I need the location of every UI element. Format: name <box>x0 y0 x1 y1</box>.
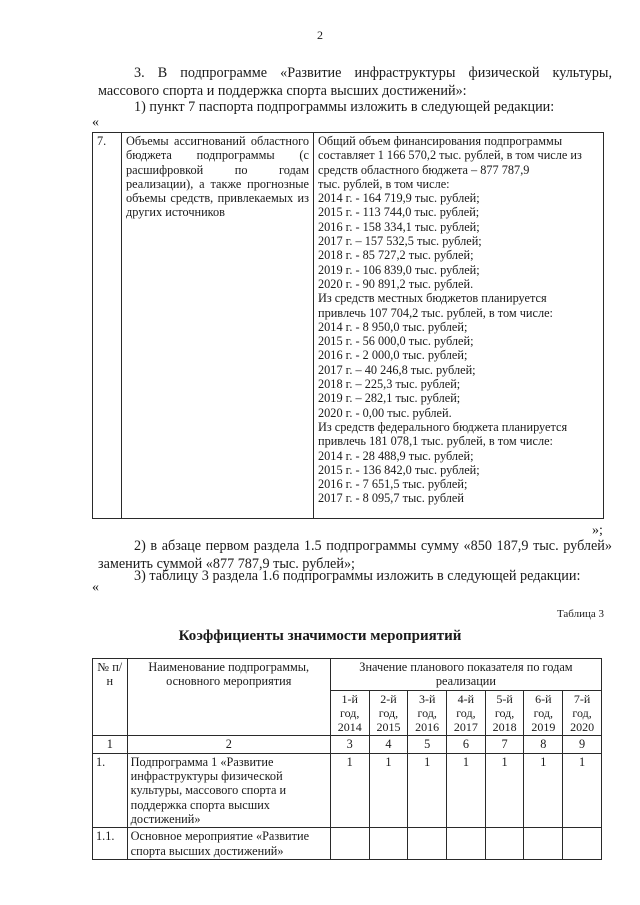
column-number-row <box>93 736 602 753</box>
funding-line: 2014 г. - 164 719,9 тыс. рублей; <box>318 191 480 206</box>
funding-line: привлечь 181 078,1 тыс. рублей, в том числе: <box>318 434 553 449</box>
column-number: 4 <box>369 736 408 753</box>
funding-line: 2019 г. – 282,1 тыс. рублей; <box>318 391 461 406</box>
funding-line: 2014 г. - 8 950,0 тыс. рублей; <box>318 319 468 334</box>
row-value: 1 <box>563 753 602 827</box>
passport-row-label: Объемы ассигнований областного бюджета подпрограммы (с расшифровкой по годам реализации), а также прогнозные объемы средств, привлекаемых из других источников <box>122 133 314 519</box>
coefficients-table <box>92 658 602 860</box>
page-number: 2 <box>317 28 323 42</box>
column-number: 7 <box>485 736 524 753</box>
row-value <box>447 828 486 860</box>
column-number: 9 <box>563 736 602 753</box>
row-value <box>408 828 447 860</box>
row-value <box>485 828 524 860</box>
row-number: 1. <box>93 753 128 827</box>
passport-row <box>93 133 604 519</box>
funding-line: 2018 г. - 85 727,2 тыс. рублей; <box>318 248 474 263</box>
funding-line: Общий объем финансирования подпрограммы <box>318 134 563 148</box>
table-row <box>93 753 602 827</box>
funding-line: 2018 г. – 225,3 тыс. рублей; <box>318 377 461 392</box>
row-value: 1 <box>408 753 447 827</box>
funding-line: 2017 г. – 40 246,8 тыс. рублей; <box>318 362 476 377</box>
column-number: 6 <box>447 736 486 753</box>
paragraph-3-item-1: 1) пункт 7 паспорта подпрограммы изложить в следующей редакции: <box>134 99 555 115</box>
passport-row-content <box>314 133 604 519</box>
row-number: 1.1. <box>93 828 128 860</box>
column-number: 3 <box>330 736 369 753</box>
row-value: 1 <box>524 753 563 827</box>
funding-line: 2017 г. - 8 095,7 тыс. рублей <box>318 491 464 506</box>
funding-line: 2015 г. - 113 744,0 тыс. рублей; <box>318 205 480 220</box>
header-name: Наименование подпрограммы, основного мероприятия <box>127 659 330 736</box>
funding-line: 2015 г. - 56 000,0 тыс. рублей; <box>318 334 474 349</box>
paragraph-3-item-3: 3) таблицу 3 раздела 1.6 подпрограммы изложить в следующей редакции: <box>134 568 581 584</box>
year-header: 1-й год, 2014 <box>330 690 369 736</box>
year-header: 5-й год, 2018 <box>485 690 524 736</box>
funding-line: 2019 г. - 106 839,0 тыс. рублей; <box>318 262 480 277</box>
funding-line: 2020 г. - 0,00 тыс. рублей. <box>318 405 452 420</box>
table-header-row <box>93 659 602 691</box>
column-number: 1 <box>93 736 128 753</box>
paragraph-3-item-2: 2) в абзаце первом раздела 1.5 подпрограммы сумму «850 187,9 тыс. рублей» заменить суммой «877 787,9 тыс. рублей»; <box>98 538 612 572</box>
row-value <box>369 828 408 860</box>
funding-line: 2017 г. – 157 532,5 тыс. рублей; <box>318 234 482 249</box>
header-number: № п/н <box>93 659 128 736</box>
row-value <box>563 828 602 860</box>
table-title: Коэффициенты значимости мероприятий <box>178 628 462 644</box>
year-header: 2-й год, 2015 <box>369 690 408 736</box>
row-value: 1 <box>447 753 486 827</box>
row-value: 1 <box>330 753 369 827</box>
funding-line: 2014 г. - 28 488,9 тыс. рублей; <box>318 448 474 463</box>
column-number: 5 <box>408 736 447 753</box>
funding-line: 2016 г. - 2 000,0 тыс. рублей; <box>318 348 468 363</box>
passport-table <box>92 132 604 519</box>
passport-row-number: 7. <box>93 133 122 519</box>
funding-line: Из средств местных бюджетов планируется <box>318 291 547 306</box>
row-name: Основное мероприятие «Развитие спорта высших достижений» <box>127 828 330 860</box>
closing-quote: »; <box>592 523 603 538</box>
funding-line: 2016 г. - 7 651,5 тыс. рублей; <box>318 477 468 492</box>
funding-line: 2016 г. - 158 334,1 тыс. рублей; <box>318 219 480 234</box>
column-number: 2 <box>127 736 330 753</box>
funding-line: 2020 г. - 90 891,2 тыс. рублей. <box>318 276 474 291</box>
row-value <box>524 828 563 860</box>
paragraph-3-intro: 3. В подпрограмме «Развитие инфраструктуры физической культуры, массового спорта и поддержка спорта высших достижений»: <box>98 65 612 99</box>
year-header: 7-й год, 2020 <box>563 690 602 736</box>
funding-line: тыс. рублей, в том числе: <box>318 176 450 191</box>
funding-line: составляет 1 166 570,2 тыс. рублей, в том числе из <box>318 148 582 163</box>
funding-line: Из средств федерального бюджета планируется <box>318 419 568 434</box>
opening-quote-1: « <box>92 115 99 130</box>
header-values: Значение планового показателя по годам реализации <box>330 659 601 691</box>
column-number: 8 <box>524 736 563 753</box>
year-header: 6-й год, 2019 <box>524 690 563 736</box>
table-label: Таблица 3 <box>556 608 604 620</box>
table-row <box>93 828 602 860</box>
row-value <box>330 828 369 860</box>
row-value: 1 <box>369 753 408 827</box>
funding-line: средств областного бюджета – 877 787,9 <box>318 162 530 177</box>
funding-line: 2015 г. - 136 842,0 тыс. рублей; <box>318 462 480 477</box>
funding-line: привлечь 107 704,2 тыс. рублей, в том числе: <box>318 305 553 320</box>
year-header: 3-й год, 2016 <box>408 690 447 736</box>
opening-quote-2: « <box>92 580 99 595</box>
row-name: Подпрограмма 1 «Развитие инфраструктуры физической культуры, массового спорта и поддержка спорта высших достижений» <box>127 753 330 827</box>
year-header: 4-й год, 2017 <box>447 690 486 736</box>
row-value: 1 <box>485 753 524 827</box>
